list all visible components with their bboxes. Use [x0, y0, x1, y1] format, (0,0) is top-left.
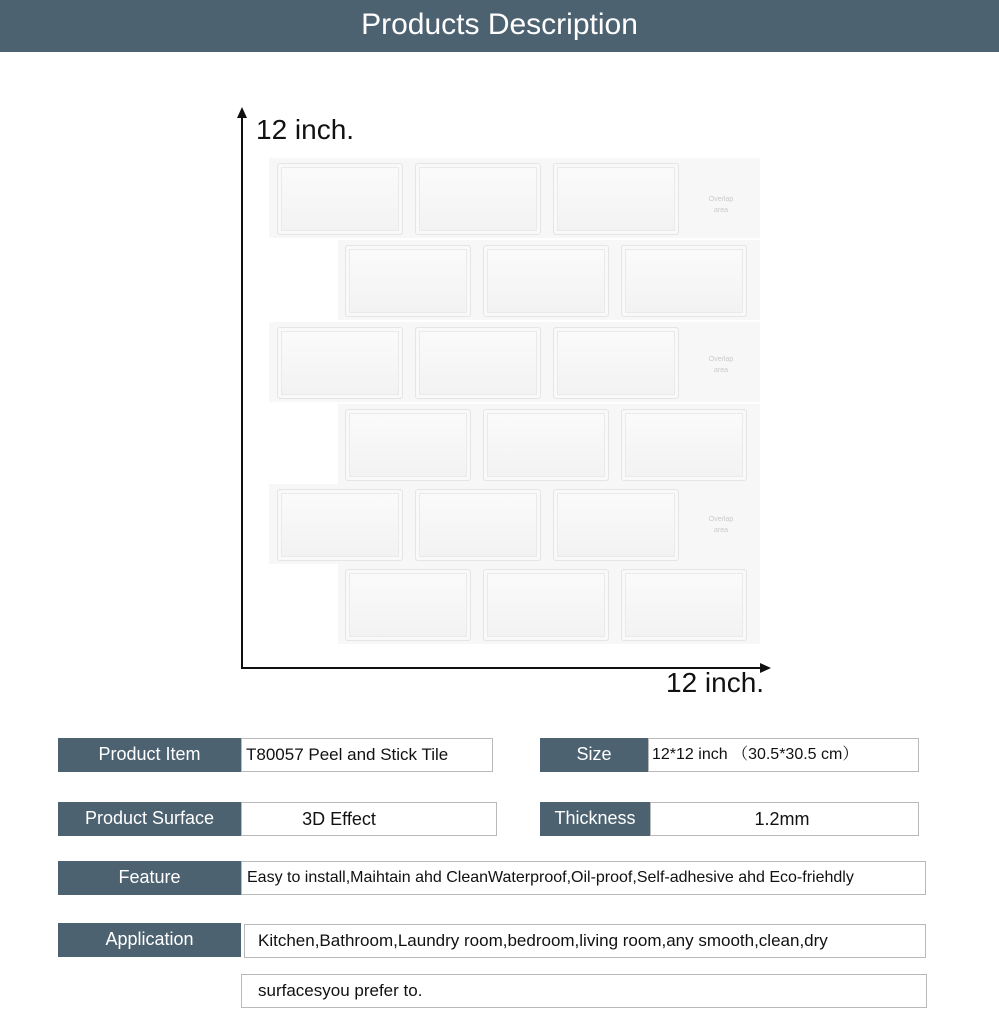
tile-brick	[415, 163, 541, 235]
size-value: 12*12 inch （30.5*30.5 cm）	[648, 738, 919, 772]
product-item-value: T80057 Peel and Stick Tile	[241, 738, 493, 772]
overlap-area-label: Overlap area	[708, 196, 734, 214]
tile-brick	[345, 569, 471, 641]
feature-label: Feature	[58, 861, 241, 895]
vertical-dimension-line	[241, 116, 243, 668]
tile-brick	[483, 245, 609, 317]
tile-row	[269, 484, 760, 564]
tile-row	[338, 564, 760, 644]
tile-brick	[277, 327, 403, 399]
tile-brick	[277, 163, 403, 235]
application-value-line2: surfacesyou prefer to.	[241, 974, 927, 1008]
height-label: 12 inch.	[256, 114, 355, 145]
application-value-line1: Kitchen,Bathroom,Laundry room,bedroom,living room,any smooth,clean,dry	[244, 924, 926, 958]
page-title: Products Description	[361, 8, 638, 41]
arrow-up-icon	[237, 107, 247, 118]
overlap-area-label: Overlap area	[708, 516, 734, 534]
application-label: Application	[58, 923, 241, 957]
tile-brick	[621, 245, 747, 317]
product-surface-value: 3D Effect	[241, 802, 497, 836]
thickness-label: Thickness	[540, 802, 650, 836]
tile-brick	[345, 409, 471, 481]
tile-row	[269, 322, 760, 402]
tile-brick	[483, 569, 609, 641]
tile-brick	[621, 569, 747, 641]
tile-brick	[553, 327, 679, 399]
tile-brick	[553, 163, 679, 235]
tile-brick	[415, 327, 541, 399]
overlap-area-label: Overlap area	[708, 356, 734, 374]
tile-sheet-image	[262, 158, 760, 648]
width-label: 12 inch.	[666, 667, 765, 698]
tile-brick	[621, 409, 747, 481]
tile-brick	[553, 489, 679, 561]
size-label: Size	[540, 738, 648, 772]
tile-row	[269, 158, 760, 238]
product-item-label: Product Item	[58, 738, 241, 772]
feature-value: Easy to install,Maihtain ahd CleanWaterproof,Oil-proof,Self-adhesive ahd Eco-friehdly	[241, 861, 926, 895]
product-surface-label: Product Surface	[58, 802, 241, 836]
tile-row	[338, 404, 760, 484]
tile-brick	[277, 489, 403, 561]
page-header	[0, 0, 999, 52]
tile-brick	[415, 489, 541, 561]
tile-brick	[345, 245, 471, 317]
tile-row	[338, 240, 760, 320]
tile-brick	[483, 409, 609, 481]
thickness-value: 1.2mm	[650, 802, 919, 836]
